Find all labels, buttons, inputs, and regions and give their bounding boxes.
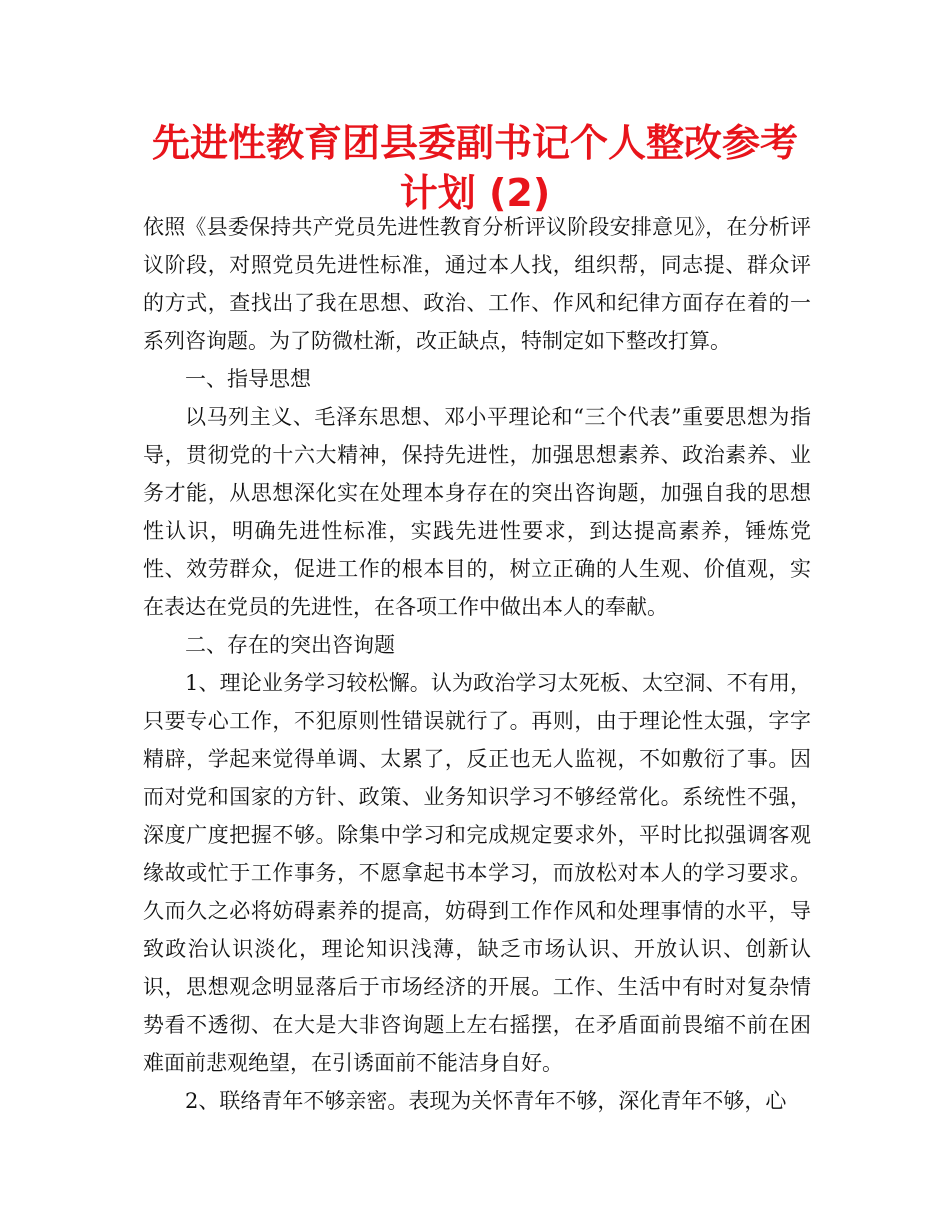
problem-1-paragraph: 1、理论业务学习较松懈。认为政治学习太死板、太空洞、不有用，只要专心工作，不犯原则性错误就行了。再则，由于理论性太强，字字精辟，学起来觉得单调、太累了，反正也无人监视，不如敷衍了事。因而对党和国家的方针、政策、业务知识学习不够经常化。系统性不强，深度广度把握不够。除集中学习和完成规定要求外，平时比拟强调客观缘故或忙于工作事务，不愿拿起书本学习，而放松对本人的学习要求。久而久之必将妨碍素养的提高，妨碍到工作作风和处理事情的水平，导致政治认识淡化，理论知识浅薄，缺乏市场认识、开放认识、创新认识，思想观念明显落后于市场经济的开展。工作、生活中有时对复杂情势看不透彻、在大是大非咨询题上左右摇摆，在矛盾面前畏缩不前在困难面前悲观绝望，在引诱面前不能洁身自好。 <box>143 671 811 1075</box>
guiding-thought-paragraph: 以马列主义、毛泽东思想、邓小平理论和“三个代表”重要思想为指导，贯彻党的十六大精神，保持先进性，加强思想素养、政治素养、业务才能，从思想深化实在处理本身存在的突出咨询题，加强自我的思想性认识，明确先进性标准，实践先进性要求，到达提高素养，锤炼党性、效劳群众，促进工作的根本目的，树立正确的人生观、价值观，实在表达在党员的先进性，在各项工作中做出本人的奉献。 <box>143 405 811 619</box>
document-body <box>143 208 811 1120</box>
intro-paragraph: 依照《县委保持共产党员先进性教育分析评议阶段安排意见》，在分析评议阶段，对照党员先进性标准，通过本人找，组织帮，同志提、群众评的方式，查找出了我在思想、政治、工作、作风和纪律方面存在着的一系列咨询题。为了防微杜渐，改正缺点，特制定如下整改打算。 <box>143 215 811 353</box>
section-heading-guiding-thought: 一、指导思想 <box>185 367 311 391</box>
section-heading-problems: 二、存在的突出咨询题 <box>185 633 395 657</box>
document-title: 先进性教育团县委副书记个人整改参考计划 (2) <box>151 121 798 215</box>
problem-2-paragraph: 2、联络青年不够亲密。表现为关怀青年不够，深化青年不够，心 <box>185 1089 787 1113</box>
